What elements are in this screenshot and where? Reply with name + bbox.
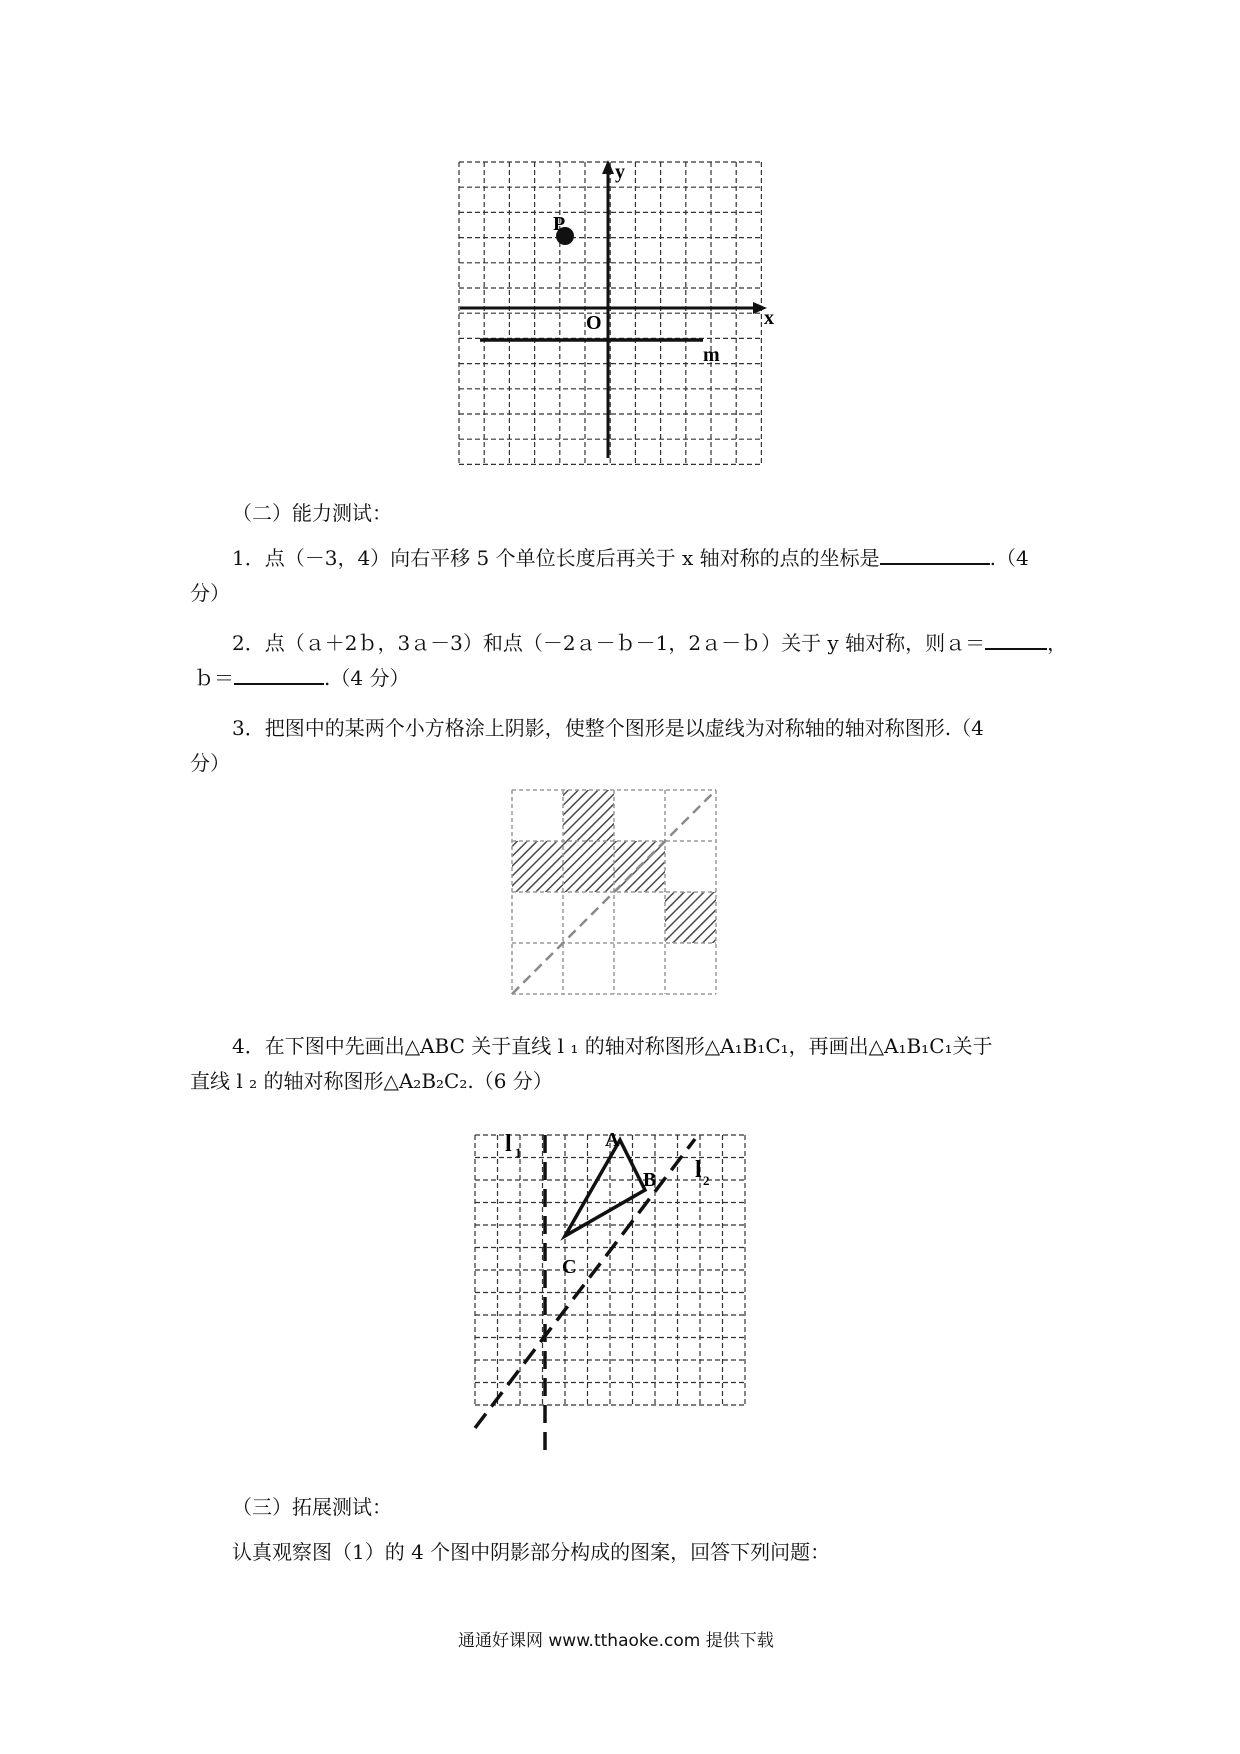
shaded-cell bbox=[563, 790, 614, 841]
q2-points: .（4 分） bbox=[324, 666, 410, 690]
label-b: B bbox=[643, 1169, 657, 1191]
shaded-cell bbox=[563, 841, 614, 892]
label-l1-sub: 1 bbox=[515, 1145, 522, 1160]
shaded-cell bbox=[512, 841, 563, 892]
section2-heading: （二）能力测试： bbox=[232, 501, 392, 525]
label-p: P bbox=[553, 213, 566, 235]
label-l2-sub: 2 bbox=[703, 1173, 710, 1188]
coordinate-grid bbox=[459, 162, 761, 464]
question-1 bbox=[232, 541, 1029, 575]
q2-text: 2．点（ａ＋2ｂ，3ａ－3）和点（－2ａ－ｂ－1，2ａ－ｂ）关于 y 轴对称，则ａ＝ bbox=[232, 631, 986, 655]
q1-text: 1．点（－3，4）向右平移 5 个单位长度后再关于 x 轴对称的点的坐标是 bbox=[232, 546, 880, 570]
triangle-reflection-figure bbox=[470, 1125, 780, 1455]
label-l1: l bbox=[505, 1131, 512, 1157]
q2-b-label: ｂ＝ bbox=[194, 666, 234, 690]
label-c: C bbox=[562, 1256, 577, 1278]
label-m: m bbox=[703, 344, 720, 366]
label-l2: l bbox=[695, 1157, 702, 1183]
shaded-cell bbox=[665, 892, 716, 943]
label-a: A bbox=[605, 1129, 620, 1151]
q1-line2: 分） bbox=[190, 581, 230, 605]
symmetry-grid-figure bbox=[510, 788, 722, 998]
label-y: y bbox=[615, 161, 625, 183]
q2-comma: ， bbox=[1047, 631, 1068, 655]
q2-line2 bbox=[194, 661, 409, 695]
q2-answer-a-blank[interactable] bbox=[985, 626, 1047, 650]
question-3: 3．把图中的某两个小方格涂上阴影，使整个图形是以虚线为对称轴的轴对称图形.（4 bbox=[232, 716, 984, 740]
question-5: 认真观察图（1）的 4 个图中阴影部分构成的图案，回答下列问题： bbox=[232, 1540, 831, 1564]
coordinate-figure bbox=[455, 158, 790, 470]
label-x: x bbox=[764, 307, 774, 329]
section3-heading: （三）拓展测试： bbox=[232, 1495, 392, 1519]
line-l2 bbox=[475, 1139, 695, 1428]
q2-answer-b-blank[interactable] bbox=[234, 661, 324, 685]
q1-answer-blank[interactable] bbox=[880, 541, 990, 565]
label-origin: O bbox=[586, 312, 602, 334]
q3-line2: 分） bbox=[190, 751, 230, 775]
q1-points: .（4 bbox=[989, 546, 1029, 570]
question-4: 4．在下图中先画出△ABC 关于直线 l ₁ 的轴对称图形△A₁B₁C₁，再画出△A₁B₁C₁关于 bbox=[232, 1034, 993, 1058]
page-footer: 通通好课网 www.tthaoke.com 提供下载 bbox=[458, 1631, 774, 1651]
question-2 bbox=[232, 626, 1067, 660]
q4-line2: 直线 l ₂ 的轴对称图形△A₂B₂C₂.（6 分） bbox=[190, 1069, 553, 1093]
